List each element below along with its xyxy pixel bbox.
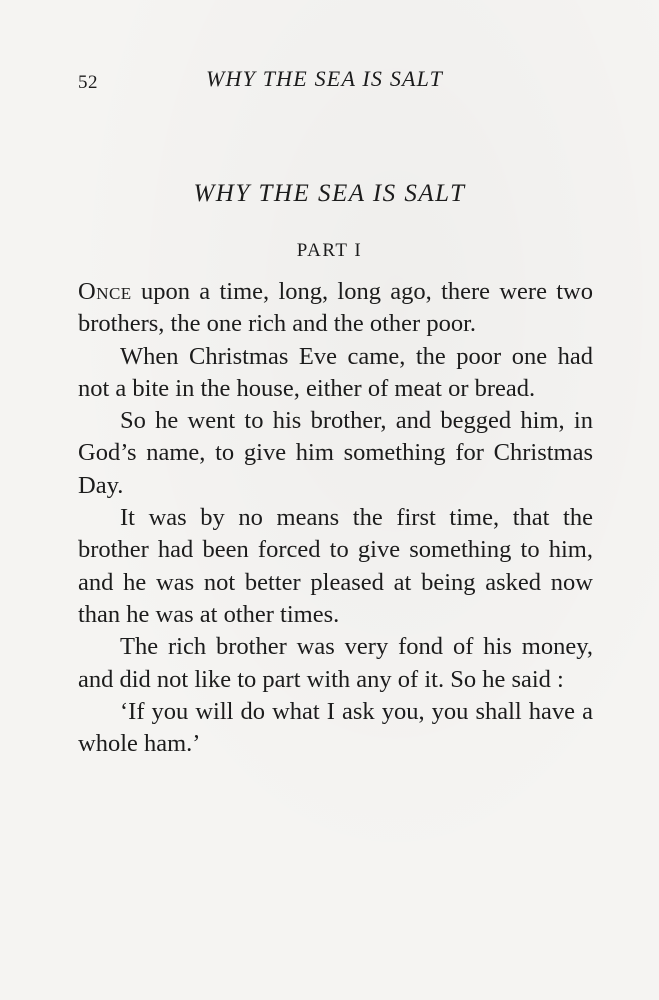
paragraph [78,276,593,341]
paragraph: When Christmas Eve came, the poor one had not a bite in the house, either of meat or bread. [78,342,593,402]
chapter-title: WHY THE SEA IS SALT [193,180,466,207]
body-text [78,276,593,760]
running-header [78,66,593,96]
part-heading: PART I [296,240,363,261]
paragraph: So he went to his brother, and begged him, in God’s name, to give him something for Christmas Day. [78,407,593,499]
drop-word: Once [78,278,132,305]
page-number: 52 [78,72,98,93]
paragraph: It was by no means the first time, that the brother had been forced to give something to him, and he was not better pleased at being asked now than he was at other times. [78,504,593,628]
paragraph: The rich brother was very fond of his money, and did not like to part with any of it. So he said : [78,633,593,693]
paragraph-text: upon a time, long, long ago, there were two brothers, the one rich and the other poor. [78,278,593,338]
running-title: WHY THE SEA IS SALT [206,66,444,91]
paragraph: ‘If you will do what I ask you, you shall have a whole ham.’ [78,697,593,758]
